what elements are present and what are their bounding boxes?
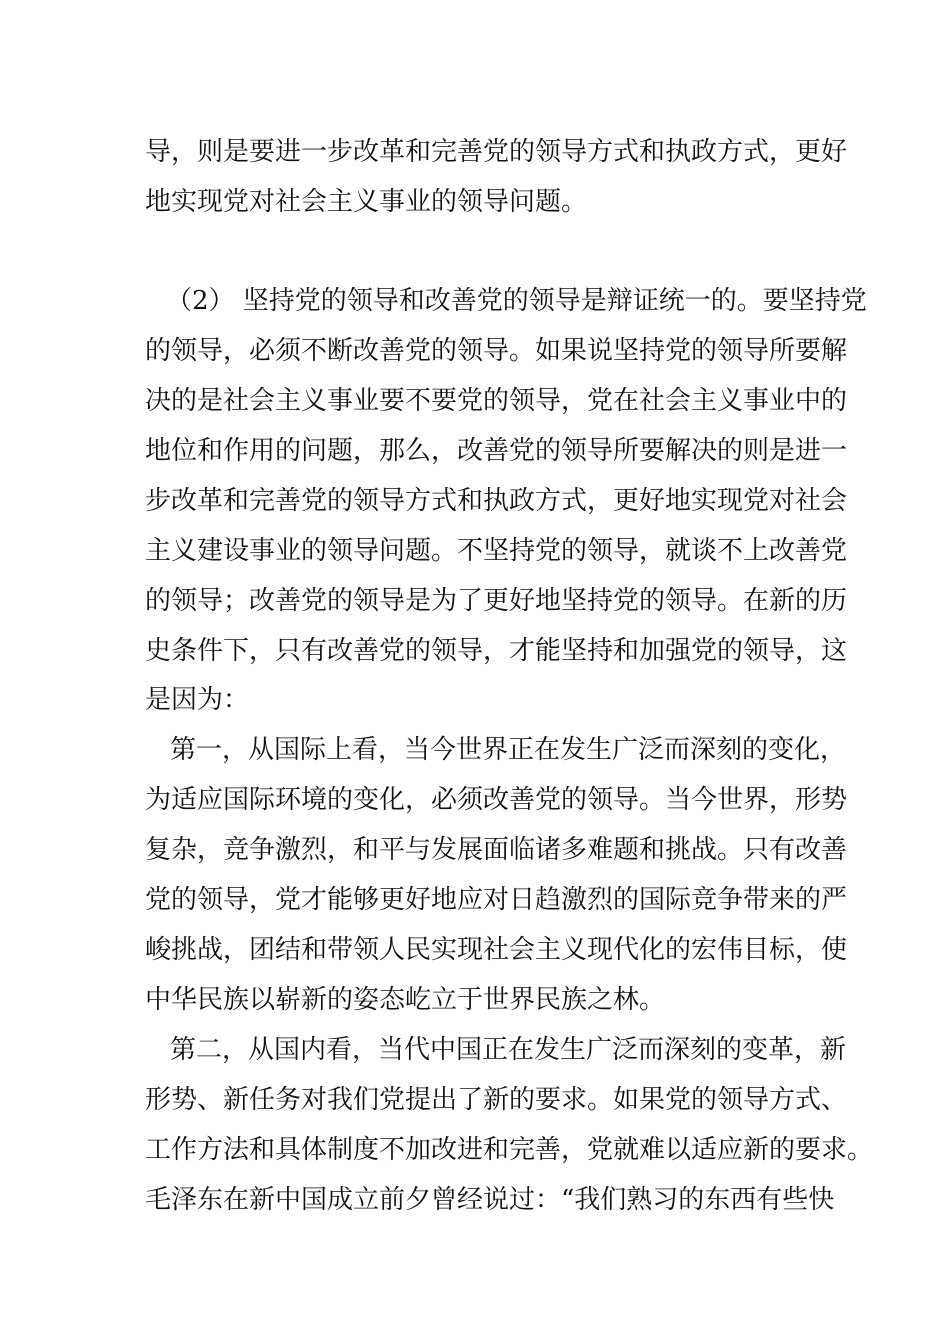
text-line: 中华民族以崭新的姿态屹立于世界民族之林。 [145, 985, 666, 1015]
text-line: 复杂，竞争激烈，和平与发展面临诸多难题和挑战。只有改善 [145, 835, 848, 865]
text-line: 毛泽东在新中国成立前夕曾经说过：“我们熟习的东西有些快 [145, 1185, 835, 1215]
text-line: 峻挑战，团结和带领人民实现社会主义现代化的宏伟目标，使 [145, 935, 848, 965]
text-line: 的领导，必须不断改善党的领导。如果说坚持党的领导所要解 [145, 336, 848, 366]
text-line: 步改革和完善党的领导方式和执政方式，更好地实现党对社会 [145, 486, 848, 516]
text-line: 第一，从国际上看，当今世界正在发生广泛而深刻的变化， [170, 735, 847, 765]
text-line: 第二，从国内看，当代中国正在发生广泛而深刻的变革，新 [170, 1035, 847, 1065]
text-line: 主义建设事业的领导问题。不坚持党的领导，就谈不上改善党 [145, 536, 848, 566]
text-line: 是因为： [145, 685, 250, 715]
text-line: 史条件下，只有改善党的领导，才能坚持和加强党的领导，这 [145, 636, 848, 666]
text-line: 导，则是要进一步改革和完善党的领导方式和执政方式，更好 [145, 137, 848, 167]
text-line: 工作方法和具体制度不加改进和完善，党就难以适应新的要求。 [145, 1135, 874, 1165]
text-line: 为适应国际环境的变化，必须改善党的领导。当今世界，形势 [145, 785, 848, 815]
text-line: 地实现党对社会主义事业的领导问题。 [145, 187, 588, 217]
text-line: 形势、新任务对我们党提出了新的要求。如果党的领导方式、 [145, 1085, 848, 1115]
text-line: 决的是社会主义事业要不要党的领导，党在社会主义事业中的 [145, 386, 848, 416]
text-line: 党的领导，党才能够更好地应对日趋激烈的国际竞争带来的严 [145, 885, 848, 915]
text-line: 地位和作用的问题，那么，改善党的领导所要解决的则是进一 [145, 436, 848, 466]
text-line: 的领导；改善党的领导是为了更好地坚持党的领导。在新的历 [145, 586, 848, 616]
text-line: （2） 坚持党的领导和改善党的领导是辩证统一的。要坚持党 [166, 286, 867, 316]
